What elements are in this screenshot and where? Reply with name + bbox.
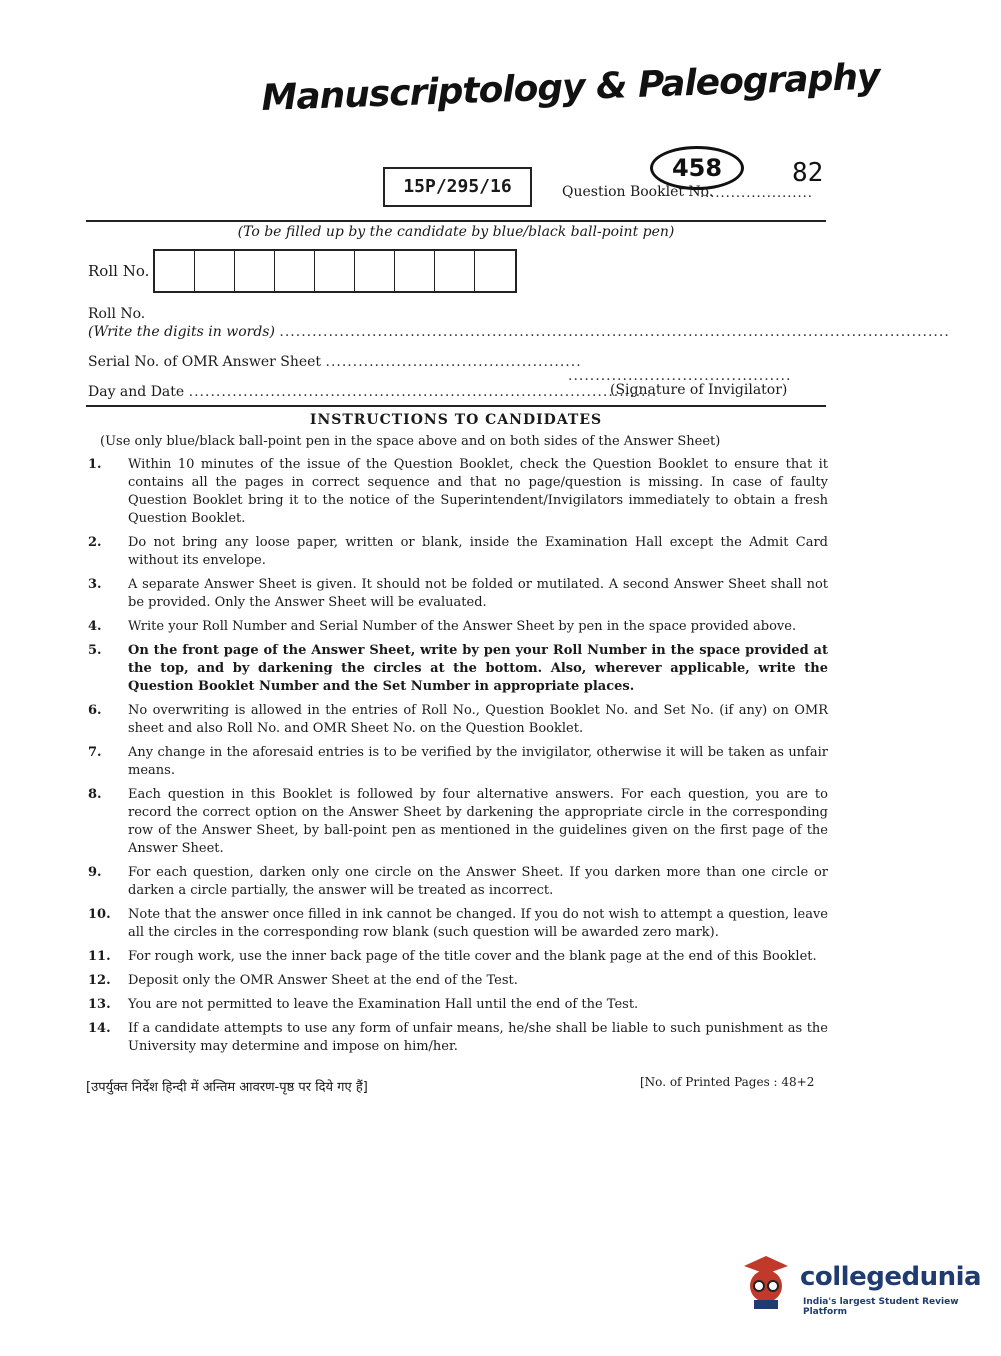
- roll-box[interactable]: [435, 251, 475, 291]
- roll-words-field[interactable]: ...........................................................................................................................: [279, 324, 950, 340]
- instruction-item: [88, 972, 828, 990]
- instruction-number: 11.: [88, 949, 111, 964]
- hindi-note: [उपर्युक्त निर्देश हिन्दी में अन्तिम आवरण-पृष्ठ पर दिये गए हैं]: [86, 1080, 368, 1095]
- instruction-text: Deposit only the OMR Answer Sheet at the end of the Test.: [128, 973, 518, 988]
- roll-no-label: Roll No.: [88, 262, 150, 280]
- collegedunia-tagline: India's largest Student Review Platform: [803, 1297, 959, 1317]
- instruction-item: [88, 576, 828, 612]
- instruction-item: [88, 948, 828, 966]
- instruction-item: [88, 744, 828, 780]
- instruction-item: [88, 534, 828, 570]
- instruction-item: [88, 1020, 828, 1056]
- roll-no-boxes[interactable]: [153, 249, 517, 293]
- instruction-text: On the front page of the Answer Sheet, write by pen your Roll Number in the space provided at the top, and by darkening the circles at the bottom. Also, wherever applicable, write the Question Booklet Number and the Set Number in appropriate places.: [128, 643, 828, 694]
- instruction-number: 8.: [88, 787, 102, 802]
- instruction-item: [88, 618, 828, 636]
- instruction-item: [88, 906, 828, 942]
- serial-label: Serial No. of OMR Answer Sheet: [88, 354, 322, 370]
- paper-code-box: 15P/295/16: [383, 167, 532, 207]
- roll-box[interactable]: [235, 251, 275, 291]
- instruction-item: [88, 864, 828, 900]
- collegedunia-brand: collegedunia: [800, 1262, 982, 1292]
- instruction-text: You are not permitted to leave the Examination Hall until the end of the Test.: [128, 997, 639, 1012]
- instructions-list: [88, 456, 828, 1062]
- instruction-item: [88, 456, 828, 528]
- instruction-item: [88, 642, 828, 696]
- question-booklet-label: Question Booklet No.: [562, 184, 714, 200]
- roll-box[interactable]: [275, 251, 315, 291]
- instruction-item: [88, 996, 828, 1014]
- date-field[interactable]: ......................................................................................: [188, 384, 658, 400]
- signature-field[interactable]: .........................................: [568, 368, 792, 384]
- instruction-number: 2.: [88, 535, 102, 550]
- printed-pages: [No. of Printed Pages : 48+2: [640, 1075, 815, 1089]
- instruction-number: 5.: [88, 643, 102, 658]
- signature-label: (Signature of Invigilator): [610, 382, 788, 398]
- instruction-text: If a candidate attempts to use any form of unfair means, he/she shall be liable to such punishment as the University may determine and impose on him/her.: [128, 1021, 828, 1054]
- fill-note: (To be filled up by the candidate by blue/black ball-point pen): [237, 224, 675, 240]
- instruction-number: 13.: [88, 997, 111, 1012]
- roll-box[interactable]: [475, 251, 515, 291]
- roll-box[interactable]: [315, 251, 355, 291]
- instruction-text: Write your Roll Number and Serial Number of the Answer Sheet by pen in the space provided above.: [128, 619, 797, 634]
- instruction-number: 3.: [88, 577, 102, 592]
- roll-box[interactable]: [195, 251, 235, 291]
- handwritten-title: Manuscriptology & Paleography: [260, 56, 881, 119]
- instruction-text: Do not bring any loose paper, written or blank, inside the Examination Hall except the Admit Card without its envelope.: [128, 535, 828, 568]
- instruction-text: Note that the answer once filled in ink cannot be changed. If you do not wish to attempt a question, leave all the circles in the corresponding row blank (such question will be awarded zero mark).: [128, 907, 828, 940]
- serial-field[interactable]: ...............................................: [325, 354, 582, 370]
- instructions-subheading: (Use only blue/black ball-point pen in the space above and on both sides of the Answer Sheet): [100, 434, 721, 449]
- instruction-item: [88, 702, 828, 738]
- instruction-number: 1.: [88, 457, 102, 472]
- instruction-item: [88, 786, 828, 858]
- instruction-number: 6.: [88, 703, 102, 718]
- instruction-number: 4.: [88, 619, 102, 634]
- instruction-number: 14.: [88, 1021, 111, 1036]
- date-label: Day and Date: [88, 384, 185, 400]
- mid-rule: [86, 405, 826, 407]
- instruction-text: Each question in this Booklet is followed by four alternative answers. For each question, you are to record the correct option on the Answer Sheet by darkening the appropriate circle in the corresponding row of the Answer Sheet, by ball-point pen as mentioned in the guidelines given on the first page of the Answer Sheet.: [128, 787, 828, 856]
- instruction-number: 10.: [88, 907, 111, 922]
- instruction-text: Any change in the aforesaid entries is to be verified by the invigilator, otherwise it will be taken as unfair means.: [128, 745, 828, 778]
- roll-box[interactable]: [395, 251, 435, 291]
- instruction-text: Within 10 minutes of the issue of the Question Booklet, check the Question Booklet to ensure that it contains all the pages in correct sequence and that no page/question is missing. In case of faulty Question Booklet bring it to the notice of the Superintendent/Invigilators immediately to obtain a fresh Question Booklet.: [128, 457, 828, 526]
- instruction-number: 9.: [88, 865, 102, 880]
- roll-box[interactable]: [155, 251, 195, 291]
- top-rule: [86, 220, 826, 222]
- instruction-text: For rough work, use the inner back page of the title cover and the blank page at the end of this Booklet.: [128, 949, 817, 964]
- roll-words-label-2: (Write the digits in words): [88, 324, 275, 340]
- instruction-number: 7.: [88, 745, 102, 760]
- roll-box[interactable]: [355, 251, 395, 291]
- instructions-heading: INSTRUCTIONS TO CANDIDATES: [309, 412, 603, 428]
- instruction-number: 12.: [88, 973, 111, 988]
- instruction-text: No overwriting is allowed in the entries of Roll No., Question Booklet No. and Set No. (if any) on OMR sheet and also Roll No. and OMR Sheet No. on the Question Booklet.: [128, 703, 828, 736]
- instruction-text: A separate Answer Sheet is given. It should not be folded or mutilated. A second Answer Sheet shall not be provided. Only the Answer Sheet will be evaluated.: [128, 577, 828, 610]
- roll-words-label-1: Roll No.: [88, 306, 146, 322]
- instruction-text: For each question, darken only one circle on the Answer Sheet. If you darken more than one circle or darken a circle partially, the answer will be treated as incorrect.: [128, 865, 828, 898]
- question-booklet-dots: ......................: [700, 186, 813, 201]
- collegedunia-logo-icon: [740, 1252, 790, 1310]
- booklet-number: 82: [792, 158, 824, 188]
- circled-number: 458: [650, 146, 744, 190]
